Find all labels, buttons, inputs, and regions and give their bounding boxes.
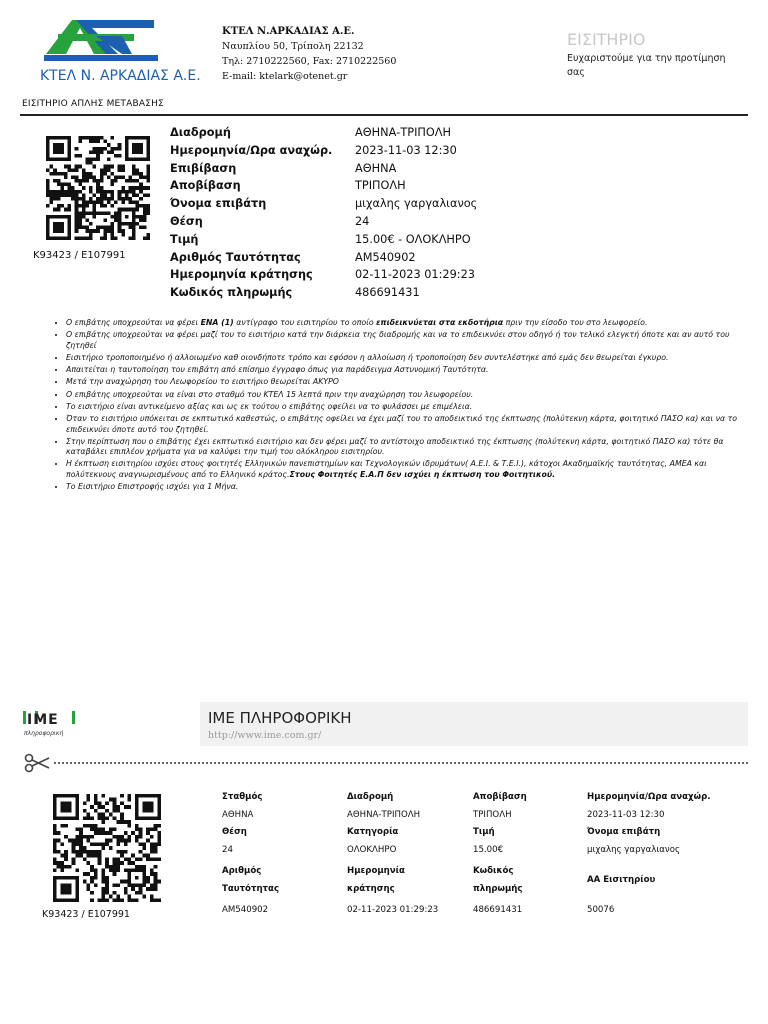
header-divider xyxy=(20,114,748,116)
detail-label: Θέση xyxy=(170,214,203,228)
ime-logo-sub: πληροφορική xyxy=(24,730,64,737)
ticket-type-label: ΕΙΣΙΤΗΡΙΟ ΑΠΛΗΣ ΜΕΤΑΒΑΣΗΣ xyxy=(22,99,164,109)
detail-value: 24 xyxy=(355,214,370,228)
terms-text: Η έκπτωση εισιτηρίου ισχύει στους φοιτητές Ελληνικών πανεπιστημίων και Τεχνολογικών ιδρυμάτων( Α.Ε.Ι. & Τ.Ε.Ι.), κάτοχοι Ακαδημαϊκής ταυτότητας, ΑΜΕΑ και πολύτεκνους αναγνωρισμένους από το Ελληνικό κράτος. xyxy=(66,459,707,480)
detail-value: ΤΡΙΠΟΛΗ xyxy=(355,179,406,193)
detail-value: ΑΘΗΝΑ-ΤΡΙΠΟΛΗ xyxy=(355,126,452,139)
terms-item xyxy=(66,482,756,493)
stub-label: Θέση xyxy=(222,827,247,837)
terms-text: Όταν το εισιτήριο υπόκειται σε εκπτωτικό καθεστώς, ο επιβάτης οφείλει να έχει μαζί του το αποδεικτικό της έκπτωσης (πολύτεκνη κάρτα, φοιτητικό ΠΑΣΟ κα) και να το επιδεικνύει όποτε αυτό του ζητηθεί. xyxy=(66,413,738,434)
company-name: ΚΤΕΛ Ν.ΑΡΚΑΔΙΑΣ Α.Ε. xyxy=(222,26,355,37)
stub-value: μιχαλης γαργαλιανος xyxy=(587,844,681,855)
company-info xyxy=(222,24,396,84)
detail-label: Επιβίβαση xyxy=(170,161,237,175)
stub-value: ΟΛΟΚΛΗΡΟ xyxy=(347,844,397,855)
stub-label: ΑΑ Εισιτηρίου xyxy=(587,874,656,885)
ktel-arkadias-logo xyxy=(36,14,201,88)
detail-label: Αποβίβαση xyxy=(170,179,241,193)
terms-text: Απαιτείται η ταυτοποίηση του επιβάτη από επίσημο έγγραφο όπως για παράδειγμα Αστυνομική Ταυτότητα. xyxy=(66,365,489,375)
terms-text: πριν την είσοδο του στο λεωφορείο. xyxy=(503,318,648,327)
terms-item xyxy=(66,402,756,413)
company-address: Ναυπλίου 50, Τρίπολη 22132 xyxy=(222,41,364,52)
terms-text: Ο επιβάτης υποχρεούται να είναι στο σταθμό του ΚΤΕΛ 15 λεπτά πριν την αναχώρηση του λεωφορείου. xyxy=(66,389,474,399)
detail-label: Ημερομηνία κράτησης xyxy=(170,268,313,282)
company-email: E-mail: ktelark@otenet.gr xyxy=(222,71,348,82)
detail-label: Αριθμός Ταυτότητας xyxy=(170,250,301,264)
terms-text: αντίγραφο του εισιτηρίου το οποίο xyxy=(233,318,377,327)
ime-name: ΙΜΕ ΠΛΗΡΟΦΟΡΙΚΗ xyxy=(208,709,352,727)
terms-item xyxy=(66,353,756,364)
stub-label: Αποβίβαση xyxy=(473,792,527,802)
terms-text: Ο επιβάτης υποχρεούται να φέρει μαζί του το εισιτήριο κατά την διάρκεια της διαδρομής και να το επιδεικνύει στον οδηγό ή τον τελικό ελεγκτή όποτε και αν αυτό του ζητηθεί xyxy=(66,330,730,350)
detail-label: Διαδρομή xyxy=(170,126,231,139)
terms-text: Το εισιτήριο είναι αντικείμενο αξίας και ως εκ τούτου ο επιβάτης οφείλει να το φυλάσσει με επιμέλεια. xyxy=(66,401,473,411)
terms-text: Το Εισιτήριο Επιστροφής ισχύει για 1 Μήνα. xyxy=(66,482,239,492)
detail-value: 486691431 xyxy=(355,286,420,300)
stub-ticket-code: K93423 / E107991 xyxy=(42,909,130,920)
terms-text: Εισιτήριο τροποποιημένο ή αλλοιωμένο καθ οιονδήποτε τρόπο και εφόσον η αλλοίωση ή τροποποίηση δεν συντελέστηκε από εμάς δεν θεωρείται έγκυρο. xyxy=(66,352,669,362)
terms-emphasis: ΕΝΑ (1) xyxy=(200,318,234,327)
terms-text: Μετά την αναχώρηση του Λεωφορείου το εισιτήριο θεωρείται ΑΚΥΡΟ xyxy=(66,377,339,387)
stub-label: Όνομα επιβάτη xyxy=(587,827,661,837)
stub-label: Κατηγορία xyxy=(347,827,399,837)
detail-value: 02-11-2023 01:29:23 xyxy=(355,268,475,282)
stub-value: 50076 xyxy=(587,904,615,915)
stub-qr-code xyxy=(52,794,162,902)
terms-item xyxy=(66,390,756,401)
stub-label: Ημερομηνία xyxy=(347,866,405,876)
stub-value: AM540902 xyxy=(222,904,269,915)
detail-value: AM540902 xyxy=(355,250,416,264)
cut-line xyxy=(54,762,748,764)
stub-label: κράτησης xyxy=(347,883,395,894)
stub-label: Ημερομηνία/Ωρα αναχώρ. xyxy=(587,792,711,802)
logo-text: ΚΤΕΛ Ν. ΑΡΚΑΔΙΑΣ Α.Ε. xyxy=(40,68,201,84)
stub-value: 2023-11-03 12:30 xyxy=(587,809,665,820)
stub-label: Αριθμός xyxy=(222,866,262,876)
stub-value: 15.00€ xyxy=(473,844,504,855)
stub-value: 24 xyxy=(222,844,233,855)
terms-list xyxy=(54,318,756,494)
detail-value: μιχαλης γαργαλιανος xyxy=(355,197,478,211)
terms-item xyxy=(66,459,756,480)
company-phone: Τηλ: 2710222560, Fax: 2710222560 xyxy=(222,56,397,67)
stub-value: ΑΘΗΝΑ-ΤΡΙΠΟΛΗ xyxy=(347,809,421,820)
detail-value: 2023-11-03 12:30 xyxy=(355,143,457,157)
terms-item xyxy=(66,377,756,388)
ime-url[interactable]: http://www.ime.com.gr/ xyxy=(208,730,322,741)
terms-item xyxy=(66,330,756,351)
stub-value: 486691431 xyxy=(473,904,523,915)
detail-label: Όνομα επιβάτη xyxy=(170,197,267,211)
qr-code xyxy=(42,136,154,240)
scissors-icon xyxy=(24,753,50,773)
detail-label: Τιμή xyxy=(170,232,199,246)
thanks-message: Ευχαριστούμε για την προτίμηση σας xyxy=(567,53,726,78)
detail-label: Κωδικός πληρωμής xyxy=(170,286,293,300)
terms-text: Στην περίπτωση που ο επιβάτης έχει εκπτωτικό εισιτήριο και δεν φέρει μαζί το αντίστοιχο αποδεικτικό της έκπτωσης (πολύτεκνη κάρτα, φοιτητικό ΠΑΣΟ κα) τότε θα καταβάλει επιπλέον χρήματα για να καλύψει την τιμή του ολόκληρου εισιτηρίου. xyxy=(66,436,724,457)
terms-item xyxy=(66,437,756,458)
terms-item xyxy=(66,365,756,376)
detail-value: 15.00€ - ΟΛΟΚΛΗΡΟ xyxy=(355,232,471,246)
stub-value: ΑΘΗΝΑ xyxy=(222,809,254,820)
terms-item xyxy=(66,318,756,329)
ime-logo xyxy=(22,708,80,738)
terms-emphasis: Στους Φοιτητές Ε.Α.Π δεν ισχύει η έκπτωση του Φοιτητικού. xyxy=(289,470,556,480)
detail-label: Ημερομηνία/Ωρα αναχώρ. xyxy=(170,143,333,157)
stub-label: Σταθμός xyxy=(222,792,263,802)
stub-label: Κωδικός xyxy=(473,866,514,876)
terms-emphasis: επιδεικνύεται στα εκδοτήρια xyxy=(376,318,504,327)
stub-label: πληρωμής xyxy=(473,883,523,894)
ticket-code: K93423 / E107991 xyxy=(33,250,126,261)
terms-text: Ο επιβάτης υποχρεούται να φέρει xyxy=(66,318,201,327)
stub-label: Διαδρομή xyxy=(347,792,394,802)
stub-value: ΤΡΙΠΟΛΗ xyxy=(473,809,512,820)
stub-label: Τιμή xyxy=(473,827,495,837)
terms-item xyxy=(66,414,756,435)
stub-value: 02-11-2023 01:29:23 xyxy=(347,904,439,915)
detail-value: ΑΘΗΝΑ xyxy=(355,161,397,175)
ime-logo-text: ΙΜΕ xyxy=(27,712,59,728)
ticket-title: ΕΙΣΙΤΗΡΙΟ xyxy=(567,30,646,49)
stub-label: Ταυτότητας xyxy=(222,883,280,894)
